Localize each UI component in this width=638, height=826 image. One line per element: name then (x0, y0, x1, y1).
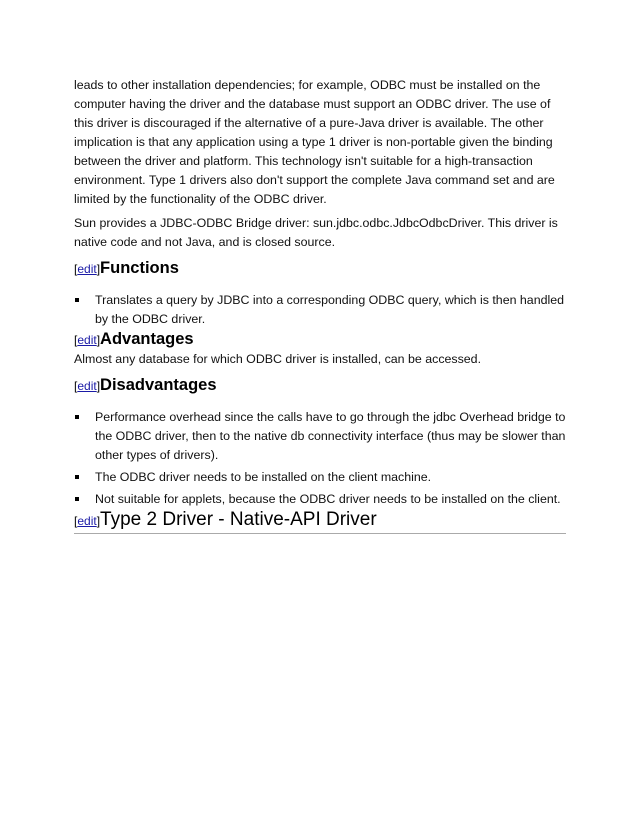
disadvantages-heading-text: Disadvantages (100, 376, 217, 394)
edit-section-type2: [edit] (74, 514, 101, 528)
disadvantages-heading (74, 375, 566, 396)
functions-list (74, 291, 566, 329)
bullet-icon (75, 415, 79, 419)
edit-section-functions: [edit] (74, 262, 101, 276)
edit-link-advantages[interactable]: edit (77, 333, 97, 347)
bullet-icon (75, 497, 79, 501)
edit-section-advantages: [edit] (74, 333, 101, 347)
advantages-heading-text: Advantages (100, 330, 194, 348)
functions-heading-text: Functions (100, 259, 179, 277)
bullet-icon (75, 475, 79, 479)
functions-heading (74, 258, 566, 279)
intro-paragraph: leads to other installation dependencies; for example, ODBC must be installed on the computer having the driver and the database must support an ODBC driver. The use of this driver is discouraged if the alternative of a pure-Java driver is available. The other implication is that any application using a type 1 driver is non-portable given the binding between the driver and platform. This technology isn't suitable for a high-transaction environment. Type 1 drivers also don't support the complete Java command set and are limited by the functionality of the ODBC driver. (74, 78, 555, 206)
list-item: Performance overhead since the calls have to go through the jdbc Overhead bridge to the ODBC driver, then to the native db connectivity interface (thus may be slower than other types of drivers). (74, 408, 566, 465)
edit-link-functions[interactable]: edit (77, 262, 97, 276)
advantages-heading (74, 329, 566, 350)
list-item: Translates a query by JDBC into a corresponding ODBC query, which is then handled by the ODBC driver. (74, 291, 566, 329)
edit-link-disadvantages[interactable]: edit (77, 379, 97, 393)
type2-heading (74, 509, 566, 534)
advantages-paragraph: Almost any database for which ODBC driver is installed, can be accessed. (74, 352, 482, 366)
type2-heading-text: Type 2 Driver - Native-API Driver (100, 509, 377, 530)
list-item: The ODBC driver needs to be installed on the client machine. (74, 468, 566, 487)
document-page (74, 76, 566, 534)
bullet-icon (75, 298, 79, 302)
bridge-paragraph: Sun provides a JDBC-ODBC Bridge driver: sun.jdbc.odbc.JdbcOdbcDriver. This driver is native code and not Java, and is closed source. (74, 216, 558, 249)
disadvantages-list (74, 408, 566, 509)
list-item: Not suitable for applets, because the ODBC driver needs to be installed on the client. (74, 490, 566, 509)
edit-section-disadvantages: [edit] (74, 379, 101, 393)
edit-link-type2[interactable]: edit (77, 514, 97, 528)
